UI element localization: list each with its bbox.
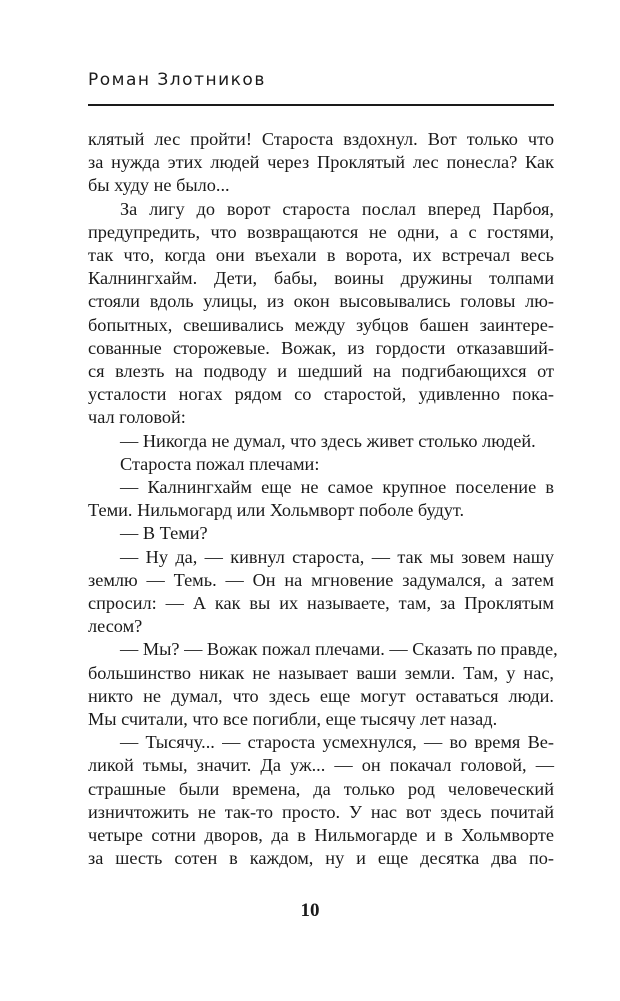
text-line: никто не думал, что здесь еще могут оставаться люди. [88,685,554,706]
text-line: спросил: — А как вы их называете, там, за Проклятым [88,593,554,614]
text-line: стояли вдоль улицы, из окон высовывались головы лю- [88,291,554,312]
text-line: страшные были времена, да только род человеческий [88,778,554,799]
text-line: предупредить, что возвращаются не одни, а с гостями, [88,221,554,242]
text-line: — Тысячу... — староста усмехнулся, — во время Ве- [120,732,554,753]
text-line: четыре сотни дворов, да в Нильмогарде и в Хольмворте [88,825,554,846]
text-line: Калнингхайм. Дети, бабы, воины дружины толпами [88,268,554,289]
text-line: сованные сторожевые. Вожак, из гордости отказавший- [88,337,554,358]
text-line: бопытных, свешивались между зубцов башен заинтере- [88,314,554,335]
text-line: ликой тьмы, значит. Да уж... — он покачал головой, — [88,755,554,776]
text-line: большинство никак не называет ваши земли. Там, у нас, [88,662,554,683]
text-line: ся влезть на подводу и шедший на подгибающихся от [88,361,554,382]
text-line: клятый лес пройти! Староста вздохнул. Вот только что [88,129,554,149]
text-line: так что, когда они въехали в ворота, их встречал весь [88,245,554,266]
running-head: Роман Злотников [88,70,266,90]
text-line: за шесть сотен в каждом, ну и еще десятка два по- [88,848,554,869]
text-line: изничтожить не так-то просто. У нас вот здесь почитай [88,801,554,822]
text-line: — В Теми? [120,523,208,544]
text-line: Мы считали, что все погибли, еще тысячу лет назад. [88,709,498,730]
text-line: землю — Темь. — Он на мгновение задумался, а затем [88,569,554,590]
text-line: лесом? [88,616,143,637]
body-text [88,128,558,871]
text-line: Теми. Нильмогард или Хольмворт поболе будут. [88,500,465,521]
header-rule [88,104,554,106]
text-line: чал головой: [88,407,186,428]
text-line: За лигу до ворот староста послал вперед Парбоя, [120,198,554,219]
text-line: — Калнингхайм еще не самое крупное поселение в [120,477,554,498]
page-number: 10 [300,900,320,921]
text-line: бы худу не было... [88,175,230,196]
text-line: — Никогда не думал, что здесь живет столько людей. [120,430,536,451]
text-line: усталости ногах рядом со старостой, удивленно пока- [88,384,554,405]
text-line: Староста пожал плечами: [120,453,320,474]
text-line: за нужда этих людей через Проклятый лес понесла? Как [88,152,554,173]
text-line: — Мы? — Вожак пожал плечами. — Сказать по правде, [120,639,558,660]
text-line: — Ну да, — кивнул староста, — так мы зовем нашу [120,546,554,567]
